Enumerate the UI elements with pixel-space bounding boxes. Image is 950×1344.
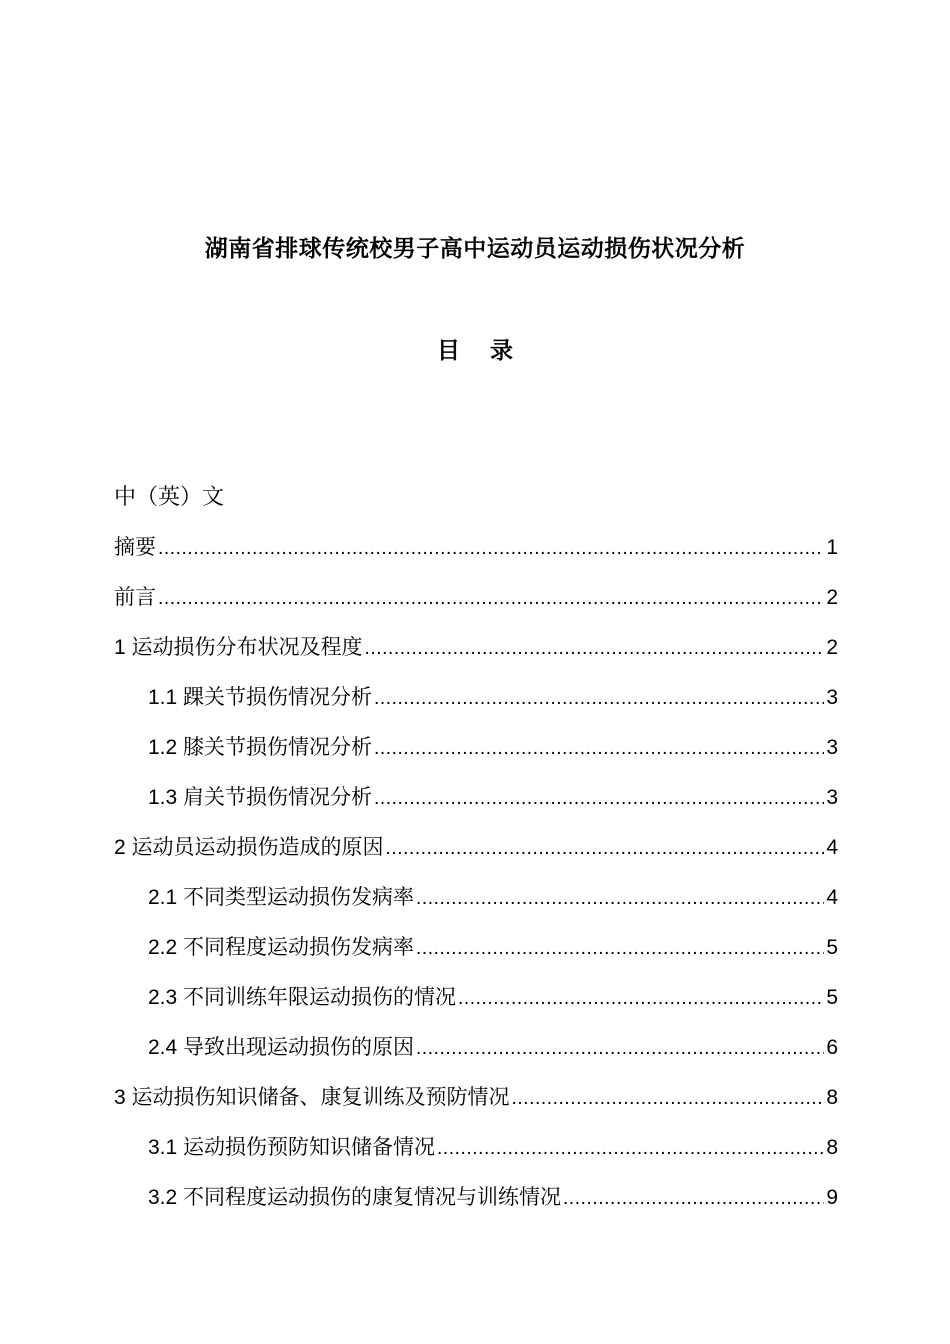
toc-entry-number: 1.3 — [148, 786, 184, 809]
toc-dot-leader — [416, 932, 824, 966]
toc-entry[interactable] — [114, 980, 838, 1030]
toc-page-number: 3 — [826, 686, 838, 709]
toc-heading-left: 目 — [437, 338, 460, 364]
toc-dot-leader — [374, 782, 824, 816]
toc-entry-label — [148, 880, 414, 915]
toc-entry-number: 3 — [114, 1086, 132, 1109]
toc-entry-number: 2 — [114, 836, 132, 859]
toc-entry[interactable] — [114, 530, 838, 580]
toc-page-number: 8 — [826, 1136, 838, 1159]
toc-entry-label — [148, 930, 414, 965]
toc-dot-leader — [458, 982, 824, 1016]
toc-entry-text: 摘要 — [114, 535, 156, 559]
toc-entry-text: 前言 — [114, 585, 156, 609]
toc-entry[interactable] — [114, 1080, 838, 1130]
toc-entry[interactable] — [114, 580, 838, 630]
toc-entry-number: 2.3 — [148, 986, 184, 1009]
toc-entry[interactable] — [114, 680, 838, 730]
toc-entry-text: 不同训练年限运动损伤的情况 — [183, 985, 457, 1009]
toc-entry-number: 3.1 — [148, 1136, 184, 1159]
toc-entry-label — [114, 530, 156, 565]
toc-entry-label — [148, 980, 456, 1015]
toc-entry[interactable] — [114, 1180, 838, 1230]
toc-dot-leader — [416, 882, 824, 916]
toc-entry[interactable] — [114, 630, 838, 680]
toc-page-number: 3 — [826, 786, 838, 809]
toc-entry-text: 不同程度运动损伤发病率 — [183, 935, 415, 959]
toc-entry-label — [148, 1030, 414, 1065]
toc-entry[interactable] — [114, 930, 838, 980]
toc-entry-text: 膝关节损伤情况分析 — [183, 735, 373, 759]
toc-entry-text: 运动损伤预防知识储备情况 — [183, 1135, 436, 1159]
toc-entry[interactable] — [114, 730, 838, 780]
toc-dot-leader — [437, 1132, 824, 1166]
toc-entry-label — [148, 780, 372, 815]
toc-entry[interactable] — [114, 1130, 838, 1180]
toc-dot-leader — [158, 532, 824, 566]
toc-entry-number: 3.2 — [148, 1186, 184, 1209]
toc-entry-text: 运动员运动损伤造成的原因 — [131, 835, 384, 859]
toc-heading — [0, 334, 950, 368]
toc-entry-text: 运动损伤知识储备、康复训练及预防情况 — [131, 1085, 510, 1109]
toc-dot-leader — [365, 632, 825, 666]
toc-entry-label — [114, 630, 363, 665]
toc-entry-label — [148, 680, 372, 715]
toc-entry-label — [148, 1130, 435, 1165]
toc-entry-text: 不同程度运动损伤的康复情况与训练情况 — [183, 1185, 562, 1209]
toc-page-number: 8 — [826, 1086, 838, 1109]
toc-entry-number: 2.4 — [148, 1036, 184, 1059]
toc-note: 中（英）文 — [114, 485, 225, 510]
toc-entry-label — [114, 1080, 510, 1115]
toc-heading-right: 录 — [490, 338, 513, 364]
toc-entry-text: 运动损伤分布状况及程度 — [131, 635, 363, 659]
toc-page-number: 4 — [826, 886, 838, 909]
toc-entry-number: 2.2 — [148, 936, 184, 959]
toc-entry-text: 导致出现运动损伤的原因 — [183, 1035, 415, 1059]
toc-entry-text: 肩关节损伤情况分析 — [183, 785, 373, 809]
toc-entry-label — [114, 830, 384, 865]
toc-entry-number: 2.1 — [148, 886, 184, 909]
toc-dot-leader — [374, 732, 824, 766]
toc-entry-number: 1 — [114, 636, 132, 659]
toc-dot-leader — [374, 682, 824, 716]
table-of-contents — [114, 530, 838, 1230]
toc-dot-leader — [386, 832, 825, 866]
toc-page-number: 5 — [826, 986, 838, 1009]
toc-dot-leader — [563, 1182, 824, 1216]
toc-page-number: 2 — [826, 636, 838, 659]
toc-entry-label — [148, 730, 372, 765]
toc-entry[interactable] — [114, 780, 838, 830]
toc-page-number: 2 — [826, 586, 838, 609]
toc-entry[interactable] — [114, 830, 838, 880]
toc-page-number: 3 — [826, 736, 838, 759]
toc-page-number: 5 — [826, 936, 838, 959]
toc-dot-leader — [416, 1032, 824, 1066]
toc-entry-number: 1.2 — [148, 736, 184, 759]
toc-page-number: 9 — [826, 1186, 838, 1209]
toc-entry-label — [114, 580, 156, 615]
toc-dot-leader — [512, 1082, 825, 1116]
toc-entry-text: 不同类型运动损伤发病率 — [183, 885, 415, 909]
toc-entry-text: 踝关节损伤情况分析 — [183, 685, 373, 709]
document-title: 湖南省排球传统校男子高中运动员运动损伤状况分析 — [204, 236, 746, 262]
toc-entry-label — [148, 1180, 561, 1215]
toc-page-number: 4 — [826, 836, 838, 859]
toc-page-number: 6 — [826, 1036, 838, 1059]
toc-entry[interactable] — [114, 1030, 838, 1080]
toc-dot-leader — [158, 582, 824, 616]
toc-page-number: 1 — [826, 536, 838, 559]
toc-entry-number: 1.1 — [148, 686, 184, 709]
toc-entry[interactable] — [114, 880, 838, 930]
